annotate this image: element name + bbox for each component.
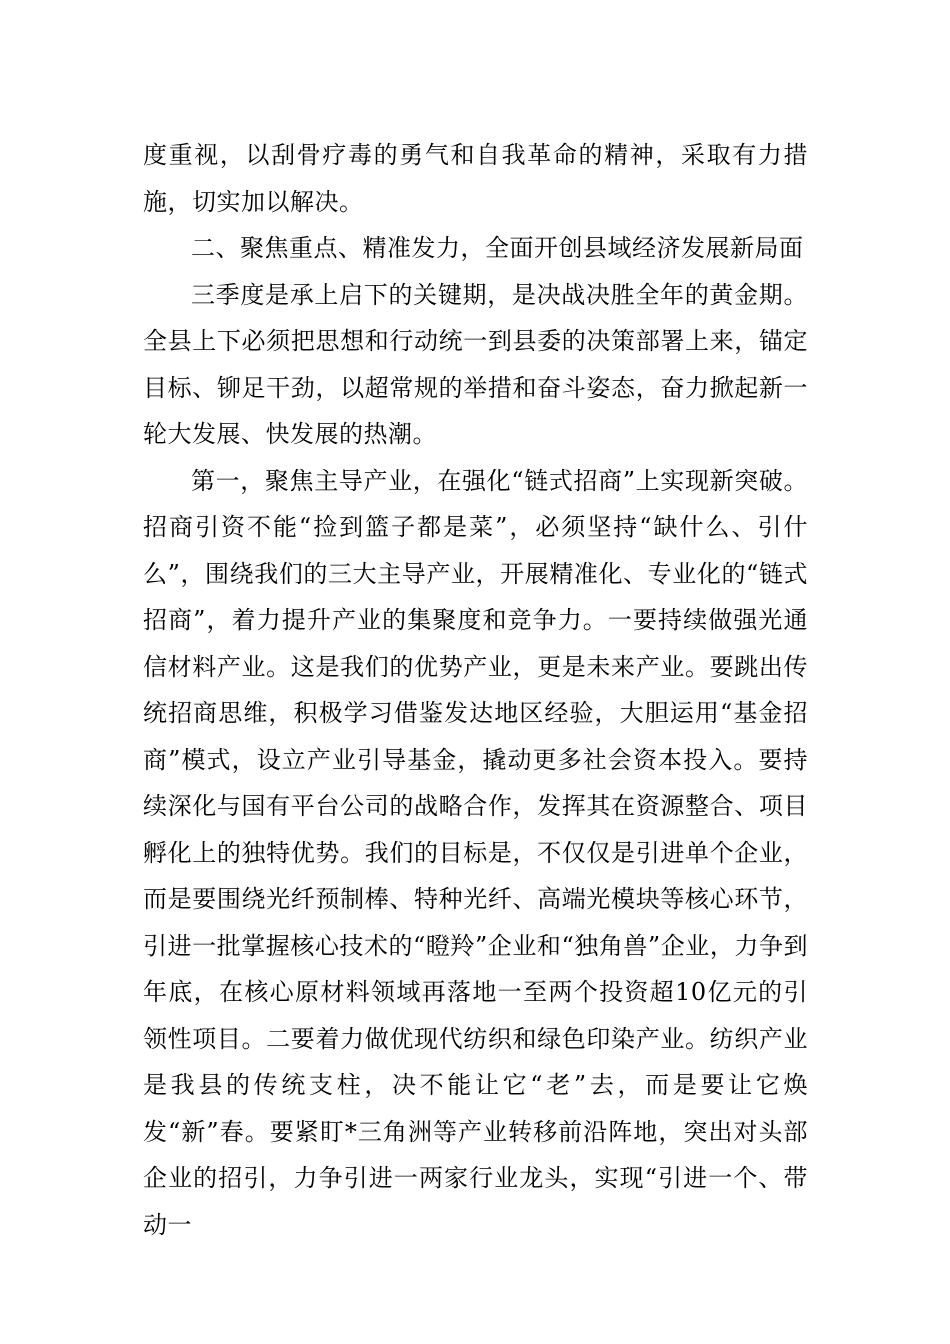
paragraph-continuation: 度重视，以刮骨疗毒的勇气和自我革命的精神，采取有力措施，切实加以解决。 <box>143 141 808 216</box>
section-heading: 二、聚焦重点、精准发力，全面开创县域经济发展新局面 <box>191 234 804 262</box>
paragraph-chain-investment: 第一，聚焦主导产业，在强化“链式招商”上实现新突破。招商引资不能“捡到篮子都是菜”，必须坚持“缺什么、引什么”，围绕我们的三大主导产业，开展精准化、专业化的“链式招商”，着力提升产业的集聚度和竞争力。一要持续做强光通信材料产业。这是我们的优势产业，更是未来产业。要跳出传统招商思维，积极学习借鉴发达地区经验，大胆运用“基金招商”模式，设立产业引导基金，撬动更多社会资本投入。要持续深化与国有平台公司的战略合作，发挥其在资源整合、项目孵化上的独特优势。我们的目标是，不仅仅是引进单个企业，而是要围绕光纤预制棒、特种光纤、高端光模块等核心环节，引进一批掌握核心技术的“瞪羚”企业和“独角兽”企业，力争到年底，在核心原材料领域再落地一至两个投资超10亿元的引领性项目。二要着力做优现代纺织和绿色印染产业。纺织产业是我县的传统支柱，决不能让它“老”去，而是要让它焕发“新”春。要紧盯*三角洲等产业转移前沿阵地，突出对头部企业的招引，力争引进一两家行业龙头，实现“引进一个、带动一 <box>143 466 808 1239</box>
document-body <box>143 132 808 1248</box>
paragraph-q3-overview: 三季度是承上启下的关键期，是决战决胜全年的黄金期。全县上下必须把思想和行动统一到县委的决策部署上来，锚定目标、铆足干劲，以超常规的举措和奋斗姿态，奋力掀起新一轮大发展、快发展的热潮。 <box>143 280 808 448</box>
